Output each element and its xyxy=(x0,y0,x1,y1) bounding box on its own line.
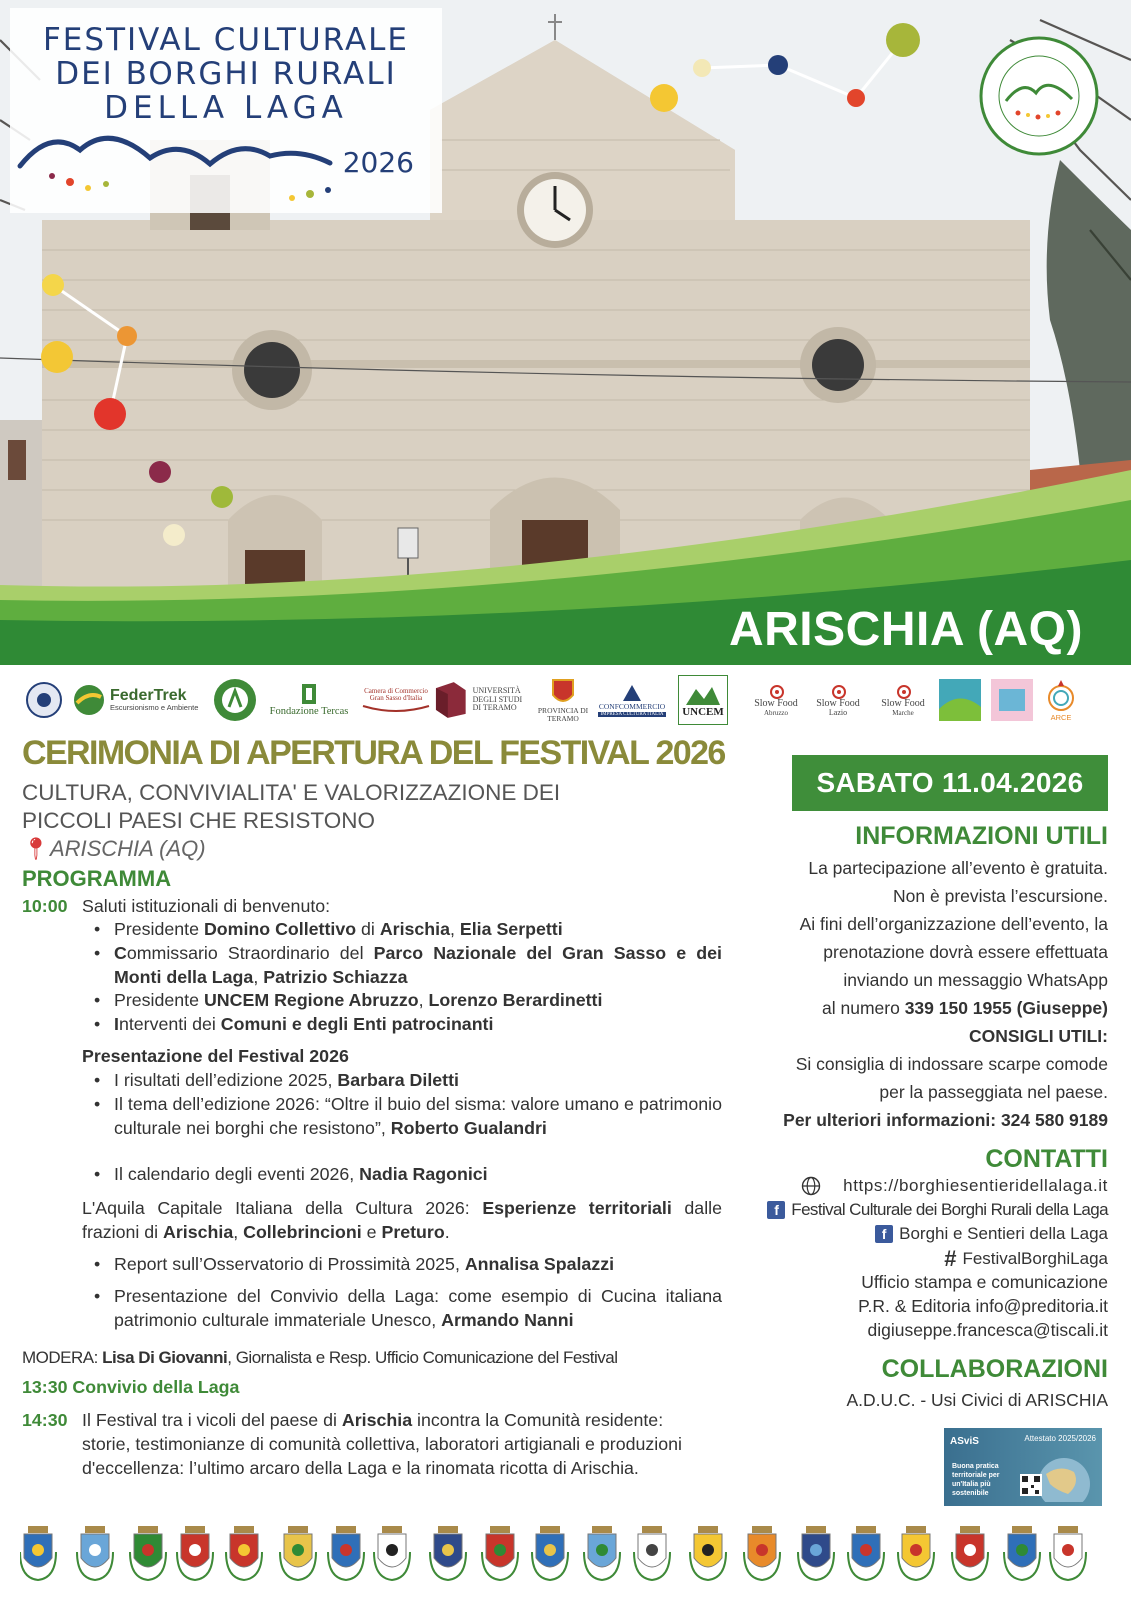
sponsor-uncem-logo: UNCEM xyxy=(678,675,728,725)
sponsor-arce-logo: ARCE xyxy=(1040,672,1082,728)
facebook-link-1[interactable]: Festival Culturale dei Borghi Rurali della Laga xyxy=(791,1200,1108,1219)
municipal-crest xyxy=(952,1526,988,1580)
facebook-icon: f xyxy=(875,1225,893,1243)
contacts-title: CONTATTI xyxy=(985,1145,1108,1173)
municipal-crest xyxy=(20,1526,56,1580)
sponsor-green-square-logo xyxy=(938,672,982,728)
municipal-crests-row xyxy=(20,1522,1112,1588)
info-line-1: La partecipazione all’evento è gratuita. xyxy=(808,858,1108,878)
municipal-crest xyxy=(482,1526,518,1580)
time-1000: 10:00 xyxy=(22,896,68,916)
website-link[interactable]: https://borghiesentieridellalaga.it xyxy=(843,1176,1108,1195)
facebook-line-1 xyxy=(767,1200,1108,1220)
sponsor-confcommercio-logo: CONFCOMMERCIO IMPRESA CULTURA ITALIA xyxy=(594,672,670,728)
event-location xyxy=(22,836,206,862)
info-line-5: inviando un messaggio WhatsApp xyxy=(843,970,1108,990)
municipal-crest xyxy=(690,1526,726,1580)
event-date-badge: SABATO 11.04.2026 xyxy=(792,755,1108,811)
program-item-calendario: • Il calendario degli eventi 2026, Nadia Ragonici xyxy=(94,1162,722,1186)
sponsor-universita-teramo-logo: UNIVERSITÀ DEGLI STUDI DI TERAMO xyxy=(432,672,532,728)
sponsor-provincia-teramo-logo: PROVINCIA DI TERAMO xyxy=(536,672,590,728)
municipal-crest xyxy=(1050,1526,1086,1580)
tips-title: CONSIGLI UTILI: xyxy=(968,1026,1108,1046)
facebook-line-2 xyxy=(875,1224,1108,1244)
municipal-crest xyxy=(634,1526,670,1580)
borghi-sentieri-logo xyxy=(978,35,1100,157)
info-line-3: Ai fini dell’organizzazione dell’evento, la xyxy=(799,914,1108,934)
press-line-3: digiuseppe.francesca@tiscali.it xyxy=(867,1320,1108,1340)
info-phone-line: al numero 339 150 1955 (Giuseppe) xyxy=(822,998,1108,1018)
press-line-1: Ufficio stampa e comunicazione xyxy=(861,1272,1108,1292)
presentation-title: Presentazione del Festival 2026 xyxy=(82,1046,349,1066)
asvis-attestato: Attestato 2025/2026 xyxy=(1024,1434,1096,1443)
more-info-line: Per ulteriori informazioni: 324 580 9189 xyxy=(783,1110,1108,1130)
hashtag-icon: # xyxy=(944,1246,957,1271)
program-item-comuni: • Interventi dei Comuni e degli Enti patrocinanti xyxy=(94,1012,722,1036)
event-subtitle-line-2: PICCOLI PAESI CHE RESISTONO xyxy=(22,808,376,833)
municipal-crest xyxy=(532,1526,568,1580)
municipal-crest xyxy=(280,1526,316,1580)
time-1330-convivio: 13:30 Convivio della Laga xyxy=(22,1377,240,1397)
sponsor-parco-logo xyxy=(210,672,260,728)
municipal-crest xyxy=(177,1526,213,1580)
event-subtitle-line-1: CULTURA, CONVIVIALITA' E VALORIZZAZIONE DEI xyxy=(22,780,561,805)
municipal-crest xyxy=(848,1526,884,1580)
website-line xyxy=(801,1176,1108,1196)
location-pin-icon: 📍︎ xyxy=(22,836,50,861)
asvis-caption: Buona pratica territoriale per un'Italia più sostenibile xyxy=(952,1463,1000,1497)
tips-line-1: Si consiglia di indossare scarpe comode xyxy=(795,1054,1108,1074)
info-line-2: Non è prevista l’escursione. xyxy=(893,886,1108,906)
hashtag-text: FestivalBorghiLaga xyxy=(962,1249,1108,1268)
municipal-crest xyxy=(374,1526,410,1580)
info-phone[interactable]: 339 150 1955 (Giuseppe) xyxy=(904,998,1108,1018)
sponsor-slowfood-lazio-logo: Slow Food Lazio xyxy=(808,672,868,728)
program-item-osservatorio: • Report sull’Osservatorio di Prossimità 2025, Annalisa Spalazzi xyxy=(94,1252,722,1276)
hero-image xyxy=(0,0,1131,665)
municipal-crest xyxy=(898,1526,934,1580)
sponsor-slowfood-abruzzo-logo: Slow Food Abruzzo xyxy=(746,672,806,728)
program-item-risultati: • I risultati dell’edizione 2025, Barbara Diletti xyxy=(94,1068,722,1092)
sponsor-logo-row xyxy=(22,672,1112,728)
municipal-crest xyxy=(328,1526,364,1580)
sponsor-camera-commercio-logo: Camera di Commercio Gran Sasso d'Italia xyxy=(356,672,436,728)
municipal-crest xyxy=(744,1526,780,1580)
municipal-crest xyxy=(1004,1526,1040,1580)
municipal-crest xyxy=(130,1526,166,1580)
time-1430: 14:30 xyxy=(22,1410,68,1430)
welcome-text: Saluti istituzionali di benvenuto: xyxy=(82,896,331,916)
municipal-crests xyxy=(20,1522,1112,1588)
municipal-crest xyxy=(584,1526,620,1580)
facebook-link-2[interactable]: Borghi e Sentieri della Laga xyxy=(899,1224,1108,1243)
program-item-convivio-presentazione: • Presentazione del Convivio della Laga: come esempio di Cucina italiana patrimonio culturale immateriale Unesco, Armando Nanni xyxy=(94,1284,722,1332)
europe-map-icon xyxy=(1016,1450,1096,1502)
festival-title-line-1: FESTIVAL CULTURALE xyxy=(42,22,410,58)
municipal-crest xyxy=(430,1526,466,1580)
festival-year: 2026 xyxy=(342,146,414,179)
sponsor-fondazione-tercas-logo: Fondazione Tercas xyxy=(266,672,352,728)
asvis-label: ASviS xyxy=(950,1436,979,1447)
facebook-icon: f xyxy=(767,1201,785,1219)
sponsor-federtrek-logo: FederTrek Escursionismo e Ambiente xyxy=(72,672,202,728)
info-title: INFORMAZIONI UTILI xyxy=(855,822,1108,850)
tips-line-2: per la passeggiata nel paese. xyxy=(879,1082,1108,1102)
event-title: CERIMONIA DI APERTURA DEL FESTIVAL 2026 xyxy=(22,734,725,772)
afternoon-text: Il Festival tra i vicoli del paese di Arischia incontra la Comunità residente: storie, testimonianze di comunità collettiva, laboratori artigianali e produzioni d'eccellenza: l’ultimo arcaro della Laga e la rinomata ricotta di Arischia. xyxy=(82,1410,682,1478)
capitale-cultura-text: L'Aquila Capitale Italiana della Cultura 2026: Esperienze territoriali dalle frazioni di Arischia, Collebrincioni e Preturo. xyxy=(82,1198,722,1242)
hero-location-banner: ARISCHIA (AQ) xyxy=(728,603,1083,656)
moderator-line: MODERA: Lisa Di Giovanni, Giornalista e Resp. Ufficio Comunicazione del Festival xyxy=(22,1348,618,1367)
collaborations-title: COLLABORAZIONI xyxy=(881,1355,1108,1383)
sponsor-pink-square-logo xyxy=(990,672,1034,728)
event-subtitle xyxy=(22,779,622,835)
asvis-badge xyxy=(944,1428,1102,1506)
globe-icon xyxy=(801,1176,821,1196)
sponsor-slowfood-marche-logo: Slow Food Marche xyxy=(872,672,934,728)
municipal-crest xyxy=(77,1526,113,1580)
program-item-tema: • Il tema dell’edizione 2026: “Oltre il buio del sisma: valore umano e patrimonio culturale nei borghi che resistono”, Roberto Gualandri xyxy=(94,1092,722,1140)
hashtag-line xyxy=(944,1246,1108,1272)
event-location-text: ARISCHIA (AQ) xyxy=(49,836,206,861)
festival-title-box xyxy=(10,8,442,213)
collaborations-text: A.D.U.C. - Usi Civici di ARISCHIA xyxy=(846,1390,1108,1410)
festival-title-line-2: DEI BORGHI RURALI xyxy=(55,56,397,92)
program-item-parco: • Commissario Straordinario del Parco Nazionale del Gran Sasso e dei Monti della Laga, Patrizio Schiazza xyxy=(94,941,722,989)
municipal-crest xyxy=(798,1526,834,1580)
program-item-domino: • Presidente Domino Collettivo di Arischia, Elia Serpetti xyxy=(94,917,722,941)
press-line-2: P.R. & Editoria info@preditoria.it xyxy=(858,1296,1108,1316)
info-line-4: prenotazione dovrà essere effettuata xyxy=(823,942,1108,962)
sponsor-emblem-logo xyxy=(22,672,66,728)
festival-title-line-3: DELLA LAGA xyxy=(104,90,348,126)
municipal-crest xyxy=(226,1526,262,1580)
program-title: PROGRAMMA xyxy=(22,866,172,891)
program-item-uncem: • Presidente UNCEM Regione Abruzzo, Lorenzo Berardinetti xyxy=(94,988,722,1012)
